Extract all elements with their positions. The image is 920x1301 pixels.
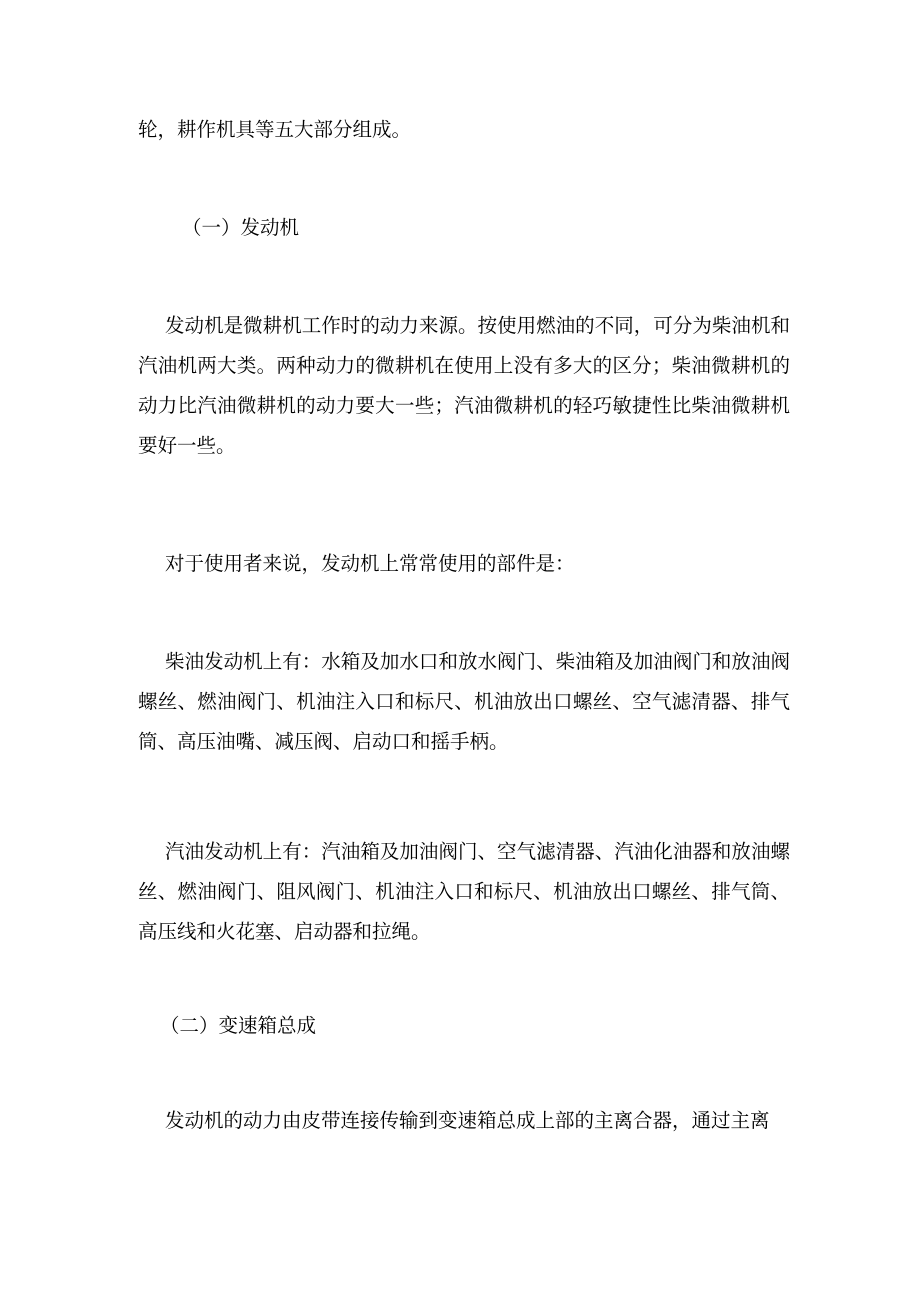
section-heading-gearbox: （二）变速箱总成 bbox=[160, 1014, 317, 1037]
engine-intro-paragraph: 发动机是微耕机工作时的动力来源。按使用燃油的不同，可分为柴油机和汽油机两大类。两种动力的微耕机在使用上没有多大的区分；柴油微耕机的动力比汽油微耕机的动力要大一些；汽油微耕机的轻巧敏捷性比柴油微耕机要好一些。 bbox=[138, 314, 790, 457]
continuation-paragraph: 轮，耕作机具等五大部分组成。 bbox=[138, 118, 412, 141]
common-parts-paragraph: 对于使用者来说，发动机上常常使用的部件是： bbox=[165, 552, 575, 575]
diesel-parts-paragraph: 柴油发动机上有：水箱及加水口和放水阀门、柴油箱及加油阀门和放油阀螺丝、燃油阀门、机油注入口和标尺、机油放出口螺丝、空气滤清器、排气筒、高压油嘴、减压阀、启动口和摇手柄。 bbox=[138, 650, 790, 753]
section-heading-engine: （一）发动机 bbox=[182, 216, 300, 239]
gearbox-intro-paragraph: 发动机的动力由皮带连接传输到变速箱总成上部的主离合器，通过主离 bbox=[165, 1109, 770, 1132]
gasoline-parts-paragraph: 汽油发动机上有：汽油箱及加油阀门、空气滤清器、汽油化油器和放油螺丝、燃油阀门、阻风阀门、机油注入口和标尺、机油放出口螺丝、排气筒、高压线和火花塞、启动器和拉绳。 bbox=[138, 840, 790, 943]
